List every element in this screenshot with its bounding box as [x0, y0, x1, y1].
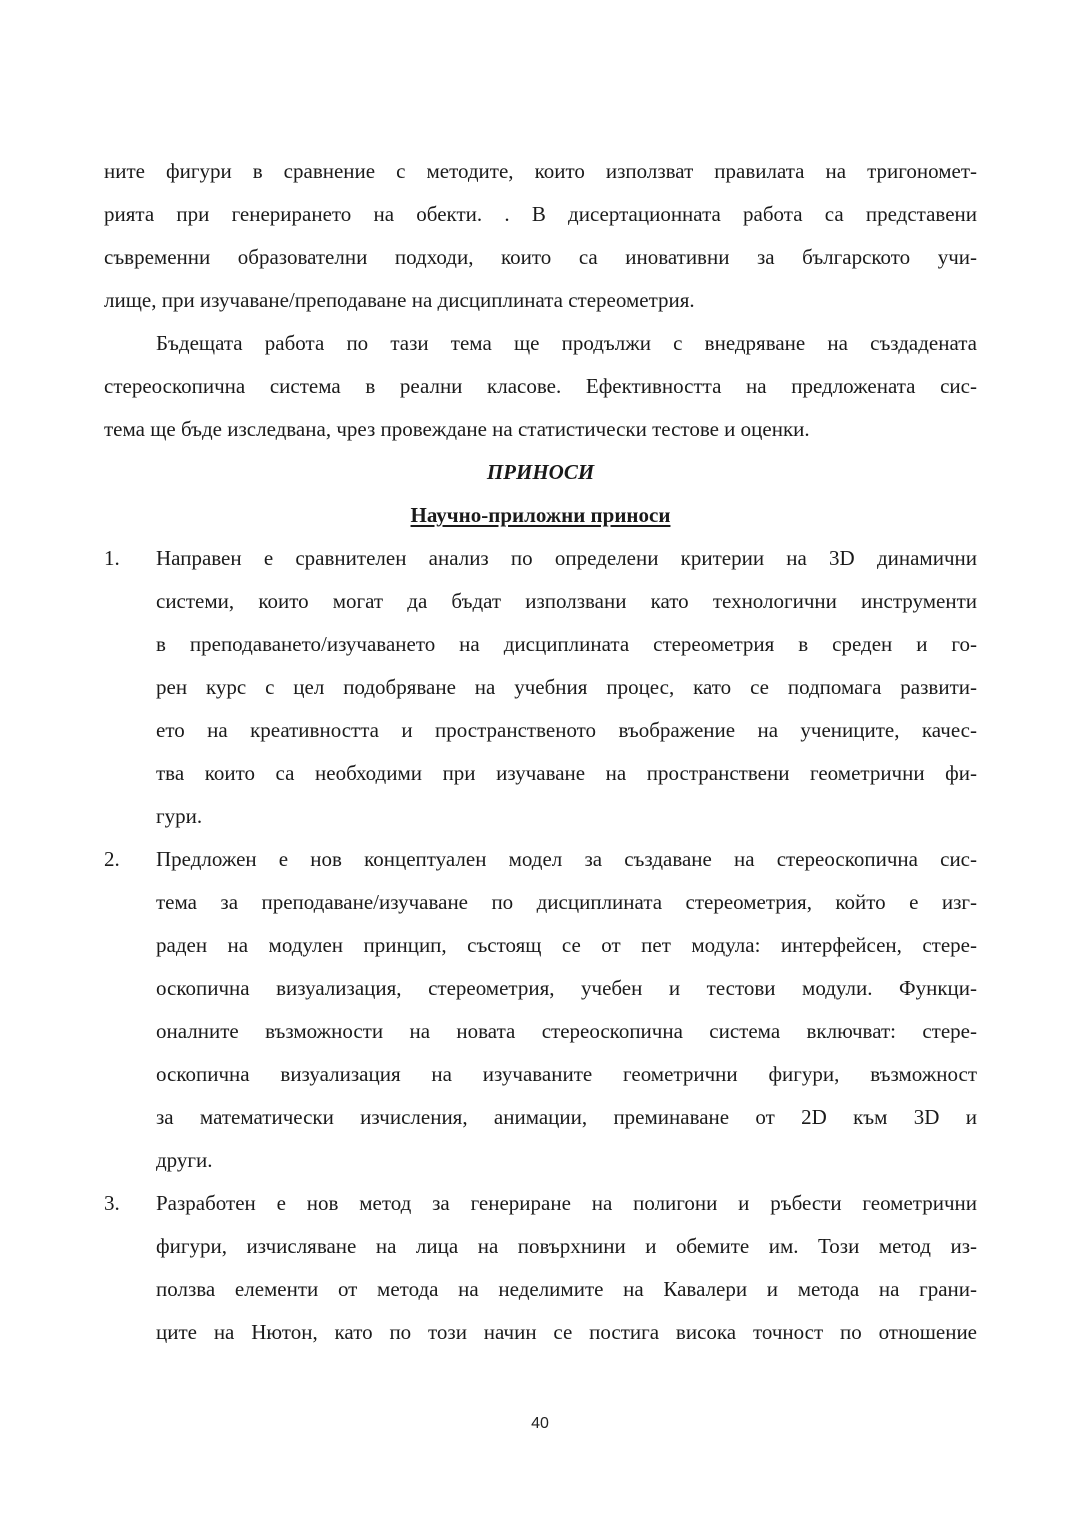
contribution-item-2 [104, 838, 977, 1182]
list-line: раден на модулен принцип, състоящ се от пет модула: интерфейсен, стере- [156, 933, 977, 957]
paragraph-line: ните фигури в сравнение с методите, които използват правилата на тригономет- [104, 159, 977, 183]
paragraph-line: стереоскопична система в реални класове. Ефективността на предложената сис- [104, 374, 977, 398]
contribution-item-1 [104, 537, 977, 838]
subsection-title [104, 494, 977, 537]
list-line: фигури, изчисляване на лица на повърхнини и обемите им. Този метод из- [156, 1234, 977, 1258]
list-number: 3. [104, 1191, 120, 1215]
paragraph-continuation [104, 150, 977, 322]
list-line: рен курс с цел подобряване на учебния процес, като се подпомага развити- [156, 675, 977, 699]
list-line: оскопична визуализация, стереометрия, учебен и тестови модули. Функци- [156, 976, 977, 1000]
list-line: Разработен е нов метод за генериране на полигони и ръбести геометрични [156, 1191, 977, 1215]
list-line: оналните възможности на новата стереоскопична система включват: стере- [156, 1019, 977, 1043]
list-line: тва които са необходими при изучаване на пространствени геометрични фи- [156, 761, 977, 785]
list-line: тема за преподаване/изучаване по дисциплината стереометрия, който е изг- [156, 890, 977, 914]
paragraph-line: съвременни образователни подходи, които са иновативни за българското учи- [104, 245, 977, 269]
list-line: Направен е сравнителен анализ по определени критерии на 3D динамични [156, 546, 977, 570]
list-line: други. [156, 1148, 213, 1172]
list-line: ползва елементи от метода на неделимите на Кавалери и метода на грани- [156, 1277, 977, 1301]
paragraph-line: Бъдещата работа по тази тема ще продължи с внедряване на създадената [156, 331, 977, 355]
list-line: оскопична визуализация на изучаваните геометрични фигури, възможност [156, 1062, 977, 1086]
paragraph-line: лище, при изучаване/преподаване на дисциплината стереометрия. [104, 288, 695, 312]
document-body [104, 150, 977, 1354]
paragraph-line: тема ще бъде изследвана, чрез провеждане на статистически тестове и оценки. [104, 417, 810, 441]
list-line: за математически изчисления, анимации, преминаване от 2D към 3D и [156, 1105, 977, 1129]
list-number: 1. [104, 546, 120, 570]
list-line: ците на Нютон, като по този начин се постига висока точност по отношение [156, 1320, 977, 1344]
list-line: гури. [156, 804, 203, 828]
subsection-title-text: Научно-приложни приноси [410, 503, 671, 527]
paragraph-future-work [104, 322, 977, 451]
contribution-item-3 [104, 1182, 977, 1354]
paragraph-line: рията при генерирането на обекти. . В дисертационната работа са представени [104, 202, 977, 226]
section-title: ПРИНОСИ [486, 460, 595, 484]
list-line: системи, които могат да бъдат използвани като технологични инструменти [156, 589, 977, 613]
list-number: 2. [104, 847, 120, 871]
list-line: ето на креативността и пространственото въображение на учениците, качес- [156, 718, 977, 742]
list-line: в преподаването/изучаването на дисциплината стереометрия в среден и го- [156, 632, 977, 656]
list-line: Предложен е нов концептуален модел за създаване на стереоскопична сис- [156, 847, 977, 871]
page-number: 40 [531, 1415, 549, 1432]
